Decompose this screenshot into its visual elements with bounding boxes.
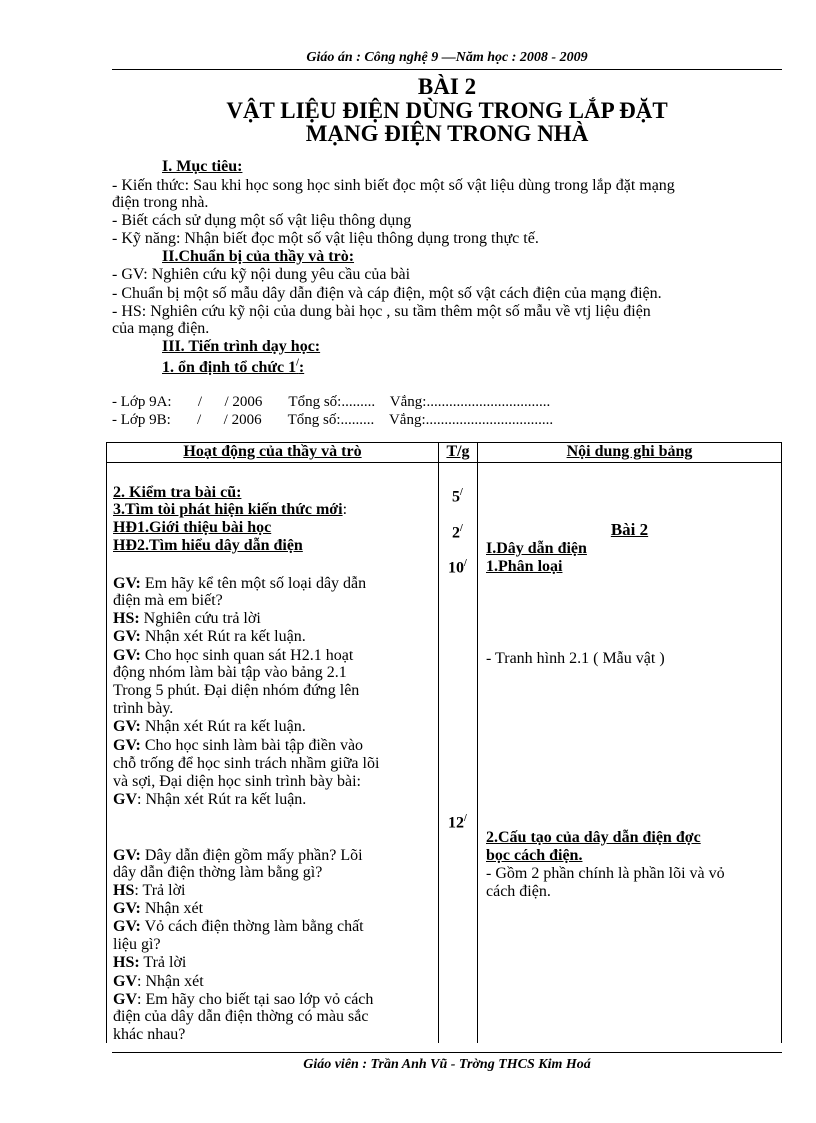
check-old-lesson: 2. Kiểm tra bài cũ:: [113, 484, 242, 501]
page-footer: Giáo viên : Trần Anh Vũ - Trờng THCS Kim Hoá: [303, 1057, 591, 1072]
dialogue-line: GV: Vỏ cách điện thờng làm bằng chất: [113, 918, 364, 935]
lesson-number: BÀI 2: [417, 74, 477, 99]
dialogue-cont: Trong 5 phút. Đại diện nhóm đứng lên: [113, 682, 360, 699]
header-rule: [112, 69, 782, 70]
board-subsection-2-cont: bọc cách điện.: [486, 847, 583, 864]
dialogue-line: GV: Em hãy cho biết tại sao lớp vỏ cách: [113, 991, 374, 1008]
dialogue-line: GV: Nhận xét: [113, 973, 204, 990]
time-5: 5/: [452, 487, 463, 506]
dialogue-line: HS: Trả lời: [113, 954, 187, 971]
class-9b-row: - Lớp 9B: / / 2006 Tổng số:......... Vắng:..................................: [112, 412, 554, 428]
col-header-content: Nội dung ghi bảng: [566, 443, 693, 460]
board-subsection-1: 1.Phân loại: [486, 558, 563, 575]
activity-2: HĐ2.Tìm hiểu dây dẫn điện: [113, 537, 303, 554]
dialogue-line: HS: Trả lời: [113, 882, 186, 899]
dialogue-cont: điện mà em biết?: [113, 592, 223, 609]
page-header: Giáo án : Công nghệ 9 —Năm học : 2008 - 2009: [306, 50, 588, 65]
dialogue-cont: liệu gì?: [113, 936, 161, 953]
dialogue-cont: dây dẫn điện thờng làm bằng gì?: [113, 864, 323, 881]
prep-hs: - HS: Nghiên cứu kỹ nội của dung bài học , su tầm thêm một số mẫu về vtj liệu điện: [112, 303, 651, 320]
dialogue-line: GV: Dây dẫn điện gồm mấy phần? Lõi: [113, 847, 363, 864]
new-knowledge-heading: 3.Tìm tòi phát hiện kiến thức mới:: [113, 501, 348, 518]
objective-skill: - Kỹ năng: Nhận biết đọc một số vật liệu thông dụng trong thực tế.: [112, 230, 539, 247]
activity-1: HĐ1.Giới thiệu bài học: [113, 519, 272, 536]
class-9a-row: - Lớp 9A: / / 2006 Tổng số:......... Vắng:.................................: [112, 394, 551, 410]
prep-gv: - GV: Nghiên cứu kỹ nội dung yêu cầu của bài: [112, 266, 411, 283]
dialogue-line: GV: Em hãy kể tên một số loại dây dẫn: [113, 575, 367, 592]
board-title: Bài 2: [610, 520, 649, 539]
col-header-activity: Hoạt động của thầy và trò: [183, 443, 362, 460]
dialogue-cont: động nhóm làm bài tập vào bảng 2.1: [113, 664, 347, 681]
objective-knowledge: - Kiến thức: Sau khi học song học sinh biết đọc một số vật liệu dùng trong lắp đặt mạng: [112, 177, 675, 194]
lesson-title-line2: MẠNG ĐIỆN TRONG NHÀ: [305, 121, 589, 146]
board-subsection-2: 2.Cấu tạo của dây dẫn điện đợc: [486, 829, 701, 846]
prep-heading: II.Chuẩn bị của thầy và trò:: [162, 248, 355, 265]
footer-rule: [112, 1052, 782, 1053]
time-10: 10/: [448, 558, 467, 577]
lesson-title-line1: VẬT LIỆU ĐIỆN DÙNG TRONG LẮP ĐẶT: [226, 98, 668, 123]
dialogue-cont: khác nhau?: [113, 1026, 186, 1043]
dialogue-line: GV: Nhận xét: [113, 900, 204, 917]
board-section-1: I.Dây dẫn điện: [486, 540, 587, 557]
time-2: 2/: [452, 523, 463, 542]
prep-hs-cont: của mạng điện.: [112, 320, 210, 337]
process-heading: III. Tiến trình dạy học:: [162, 338, 321, 355]
process-sub1: 1. ổn định tổ chức 1/:: [162, 358, 305, 377]
dialogue-line: GV: Cho học sinh quan sát H2.1 hoạt: [113, 647, 354, 664]
board-item-2-cont: cách điện.: [486, 883, 551, 900]
objective-knowledge-cont: điện trong nhà.: [112, 194, 209, 211]
board-item-1: - Tranh hình 2.1 ( Mẫu vật ): [486, 650, 665, 667]
dialogue-line: GV: Nhận xét Rút ra kết luận.: [113, 791, 307, 808]
objectives-heading: I. Mục tiêu:: [162, 158, 243, 175]
dialogue-cont: chỗ trống để học sinh trách nhầm giữa lõi: [113, 755, 380, 772]
dialogue-line: GV: Cho học sinh làm bài tập điền vào: [113, 737, 364, 754]
prep-materials: - Chuẩn bị một số mẫu dây dẫn điện và cáp điện, một số vật cách điện của mạng điện.: [112, 285, 662, 302]
time-12: 12/: [448, 813, 467, 832]
col-header-time: T/g: [446, 443, 470, 460]
dialogue-line: GV: Nhận xét Rút ra kết luận.: [113, 628, 306, 645]
objective-usage: - Biết cách sử dụng một số vật liệu thông dụng: [112, 212, 412, 229]
dialogue-line: HS: Nghiên cứu trả lời: [113, 610, 261, 627]
dialogue-cont: và sợi, Đại diện học sinh trình bày bài:: [113, 773, 361, 790]
dialogue-cont: trình bày.: [113, 700, 174, 717]
dialogue-cont: điện của dây dẫn điện thờng có màu sắc: [113, 1008, 369, 1025]
board-item-2: - Gồm 2 phần chính là phần lõi và vỏ: [486, 865, 725, 882]
dialogue-line: GV: Nhận xét Rút ra kết luận.: [113, 718, 306, 735]
